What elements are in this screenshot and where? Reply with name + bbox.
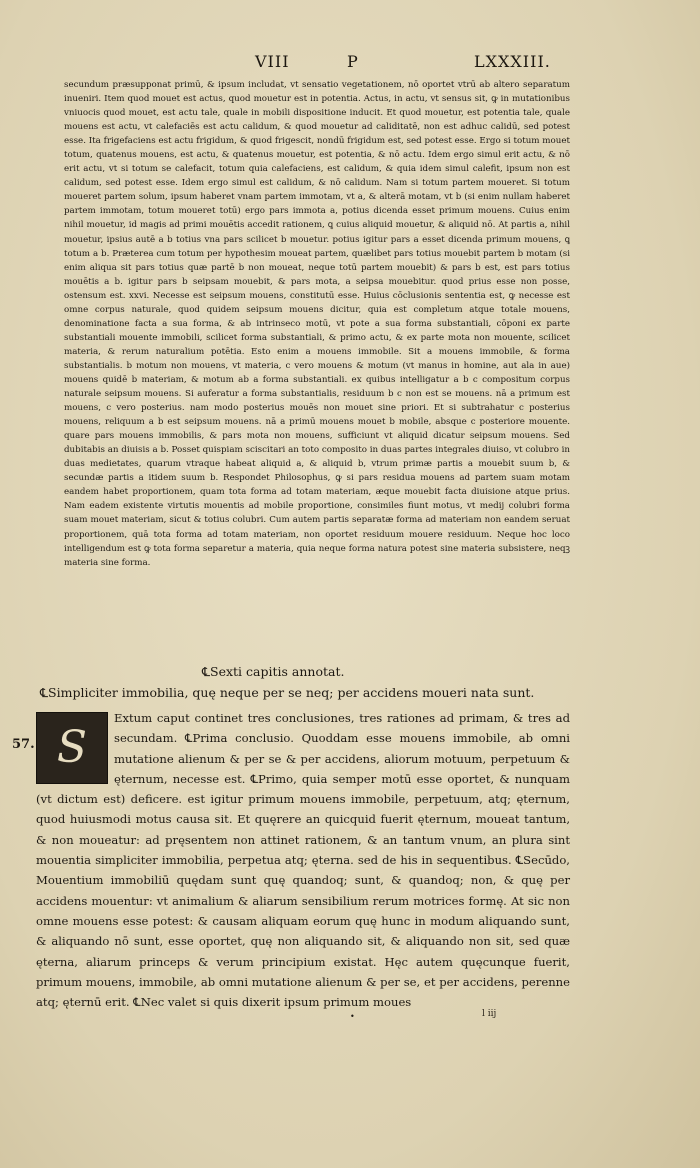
main-text-block — [36, 708, 570, 1012]
commentary-block — [64, 78, 570, 570]
decorated-initial: S — [36, 712, 108, 784]
folio-number: LXXXIII. — [474, 52, 551, 71]
main-text: Extum caput continet tres conclusiones, tres rationes ad primam, & tres ad secundam. ℄Prima conclusio. Quoddam esse mouens immobile, ab omni mutatione alienum & per se & per accidens, aliorum motuum, perpetuum & ęternum, necesse est. ℄Primo, quia semper motū esse oportet, & nunquam (vt dictum est) deficere. est igitur primum mouens immobile, perpetuum, atq; ęternum, quod huiusmodi motus causa sit. Et quęrere an quicquid fuerit ęternum, moueat tantum, & non moueatur: ad pręsentem non attinet rationem, & an tantum vnum, an plura sint mouentia simpliciter immobilia, perpetua atq; ęterna. sed de his in sequentibus. ℄Secūdo, Mouentium immobiliū quędam sunt quę quandoq; sunt, & quandoq; non, & quę per accidens mouentur: vt animalium & aliarum sensibilium rerum motrices formę. At sic non omne mouens esse potest: & causam aliquam eorum quę hunc in modum aliquando sunt, & aliquando nō sunt, esse oportet, quę non aliquando sit, & aliquando non sit, sed quæ ęterna, aliarum princeps & verum principium existat. Hęc autem quęcunque fuerit, primum mouens, immobile, ab omni mutatione alienum & per se, et per accidens, perenne atq; ęternū erit. ℄Nec valet si quis dixerit ipsum primum moues — [36, 711, 570, 1010]
header-signature: VIII — [255, 52, 290, 71]
simpliciter-heading: ℄Simpliciter immobilia, quę neque per se neq; per accidens moueri nata sunt. — [40, 685, 535, 700]
annotation-heading: ℄Sexti capitis annotat. — [202, 664, 345, 679]
commentary-text: secundum præsupponat primū, & ipsum includat, vt sensatio vegetationem, nō oportet vtrū ab altero separatum inueniri. Item quod mouet est actus, quod mouetur est in potentia. Actus, in actu, vt sensus sit, ꝙ in mutationibus vniuocis quod mouet, est actu tale, quale in mobili dispositione inducit. Et quod mouetur, est potentia tale, quale mouens est actu, vt calefaciēs est actu calidum, & quod mouetur ad caliditatē, non est adhuc calidū, sed potest esse. Ita frigefaciens est actu frigidum, & quod frigescit, nondū frigidum est, sed potest esse. Ergo si totum mouet totum, quatenus mouens, est actu, & quatenus mouetur, est potentia, & nō actu. Idem ergo simul erit actu, & nō erit actu, vt si totum se calefacit, totum quia calefaciens, est calidum, & quia idem simul calefit, ipsum non est calidum, sed potest esse. Idem ergo simul est calidum, & nō calidum. Nam si totum partem moueret. Si totum moueret partem solum, ipsum haberet vnam partem immotam, vt a, & alterā motam, vt b (si enim nullam haberet partem immotam, totum moueret totū) ergo pars immota a, potius dicenda esset primum mouens. Cuius enim nihil mouetur, id magis ad primi mouētis accedit rationem, ꝗ cuius aliquid mouetur, & aliquid nō. At partis a, nihil mouetur, ipsius autē a b totius vna pars scilicet b mouetur. potius igitur pars a esset dicenda primum mouens, ꝗ totum a b. Præterea cum totum per hypothesim moueat partem, quælibet pars totius mouebit partem b motam (si enim aliqua sit pars totius quæ partē b non moueat, neque totū partem mouebit) & pars b est, est pars totius mouētis a b. igitur pars b seipsam mouebit, & pars mota, a seipsa mouebitur. quod prius esse non posse, ostensum est. xxvi. Necesse est seipsum mouens, constitutū esse. Huius cōclusionis sententia est, ꝙ necesse est omne corpus naturale, quod quidem seipsum mouens dicitur, quia est completum atque totale mouens, denominatione facta a sua forma, & ab intrinseco motū, vt pote a sua forma substantiali, cōponi ex parte substantiali mouente immobili, scilicet forma substantiali, & primo actu, & ex parte mota non mouente, scilicet materia, & rerum naturalium potētia. Esto enim a mouens immobile. Sit a mouens immobile, & forma substantialis. b motum non mouens, vt materia, c vero mouens & motum (vt manus in homine, aut ala in aue) mouens quidē b materiam, & motum ab a forma substantiali. ex quibus intelligatur a b c compositum corpus naturale seipsum mouens. Si auferatur a forma substantialis, residuum b c non est se mouens. nā a primum est mouens, c vero posterius. nam modo posterius mouēs non mouet sine priori. Et si subtrahatur c posterius mouens, reliquum a b est seipsum mouens. nā a primū mouens mouet b mobile, absque c posteriore mouente. quare pars mouens immobilis, & pars mota non mouens, sufficiunt vt aliquid dicatur seipsum mouens. Sed dubitabis an diuisis a b. Posset quispiam sciscitari an toto composito in duas partes integrales diuiso, vt colubro in duas medietates, quarum vtraque habeat aliquid a, & aliquid b, vtrum primæ partis a mouebit suum b, & secundæ partis a itidem suum b. Respondet Philosophus, ꝙ si pars residua mouens ad partem suam motam eandem habet proportionem, quam tota forma ad totam materiam, æque mouebit facta diuisione atque prius. Nam eadem existente virtutis mouentis ad mobile proportione, consimiles fiunt motus, vt medij colubri forma suam mouet materiam, sicut & totius colubri. Cum autem partis separatæ forma ad materiam non eandem seruat proportionem, quā tota forma ad totam materiam, non oportet residuum mouere residuum. Neque hoc loco intelligendum est ꝙ tota forma separetur a materia, quia neque forma natura potest sine materia subsistere, neqꝫ materia sine forma. — [64, 80, 570, 568]
printer-mark-dot: • — [350, 1012, 355, 1021]
margin-number: 57. — [12, 737, 35, 752]
signature-mark: l iij — [482, 1009, 497, 1019]
section-headings — [36, 662, 570, 703]
page-header — [255, 52, 575, 72]
header-mid-letter: P — [347, 52, 359, 71]
